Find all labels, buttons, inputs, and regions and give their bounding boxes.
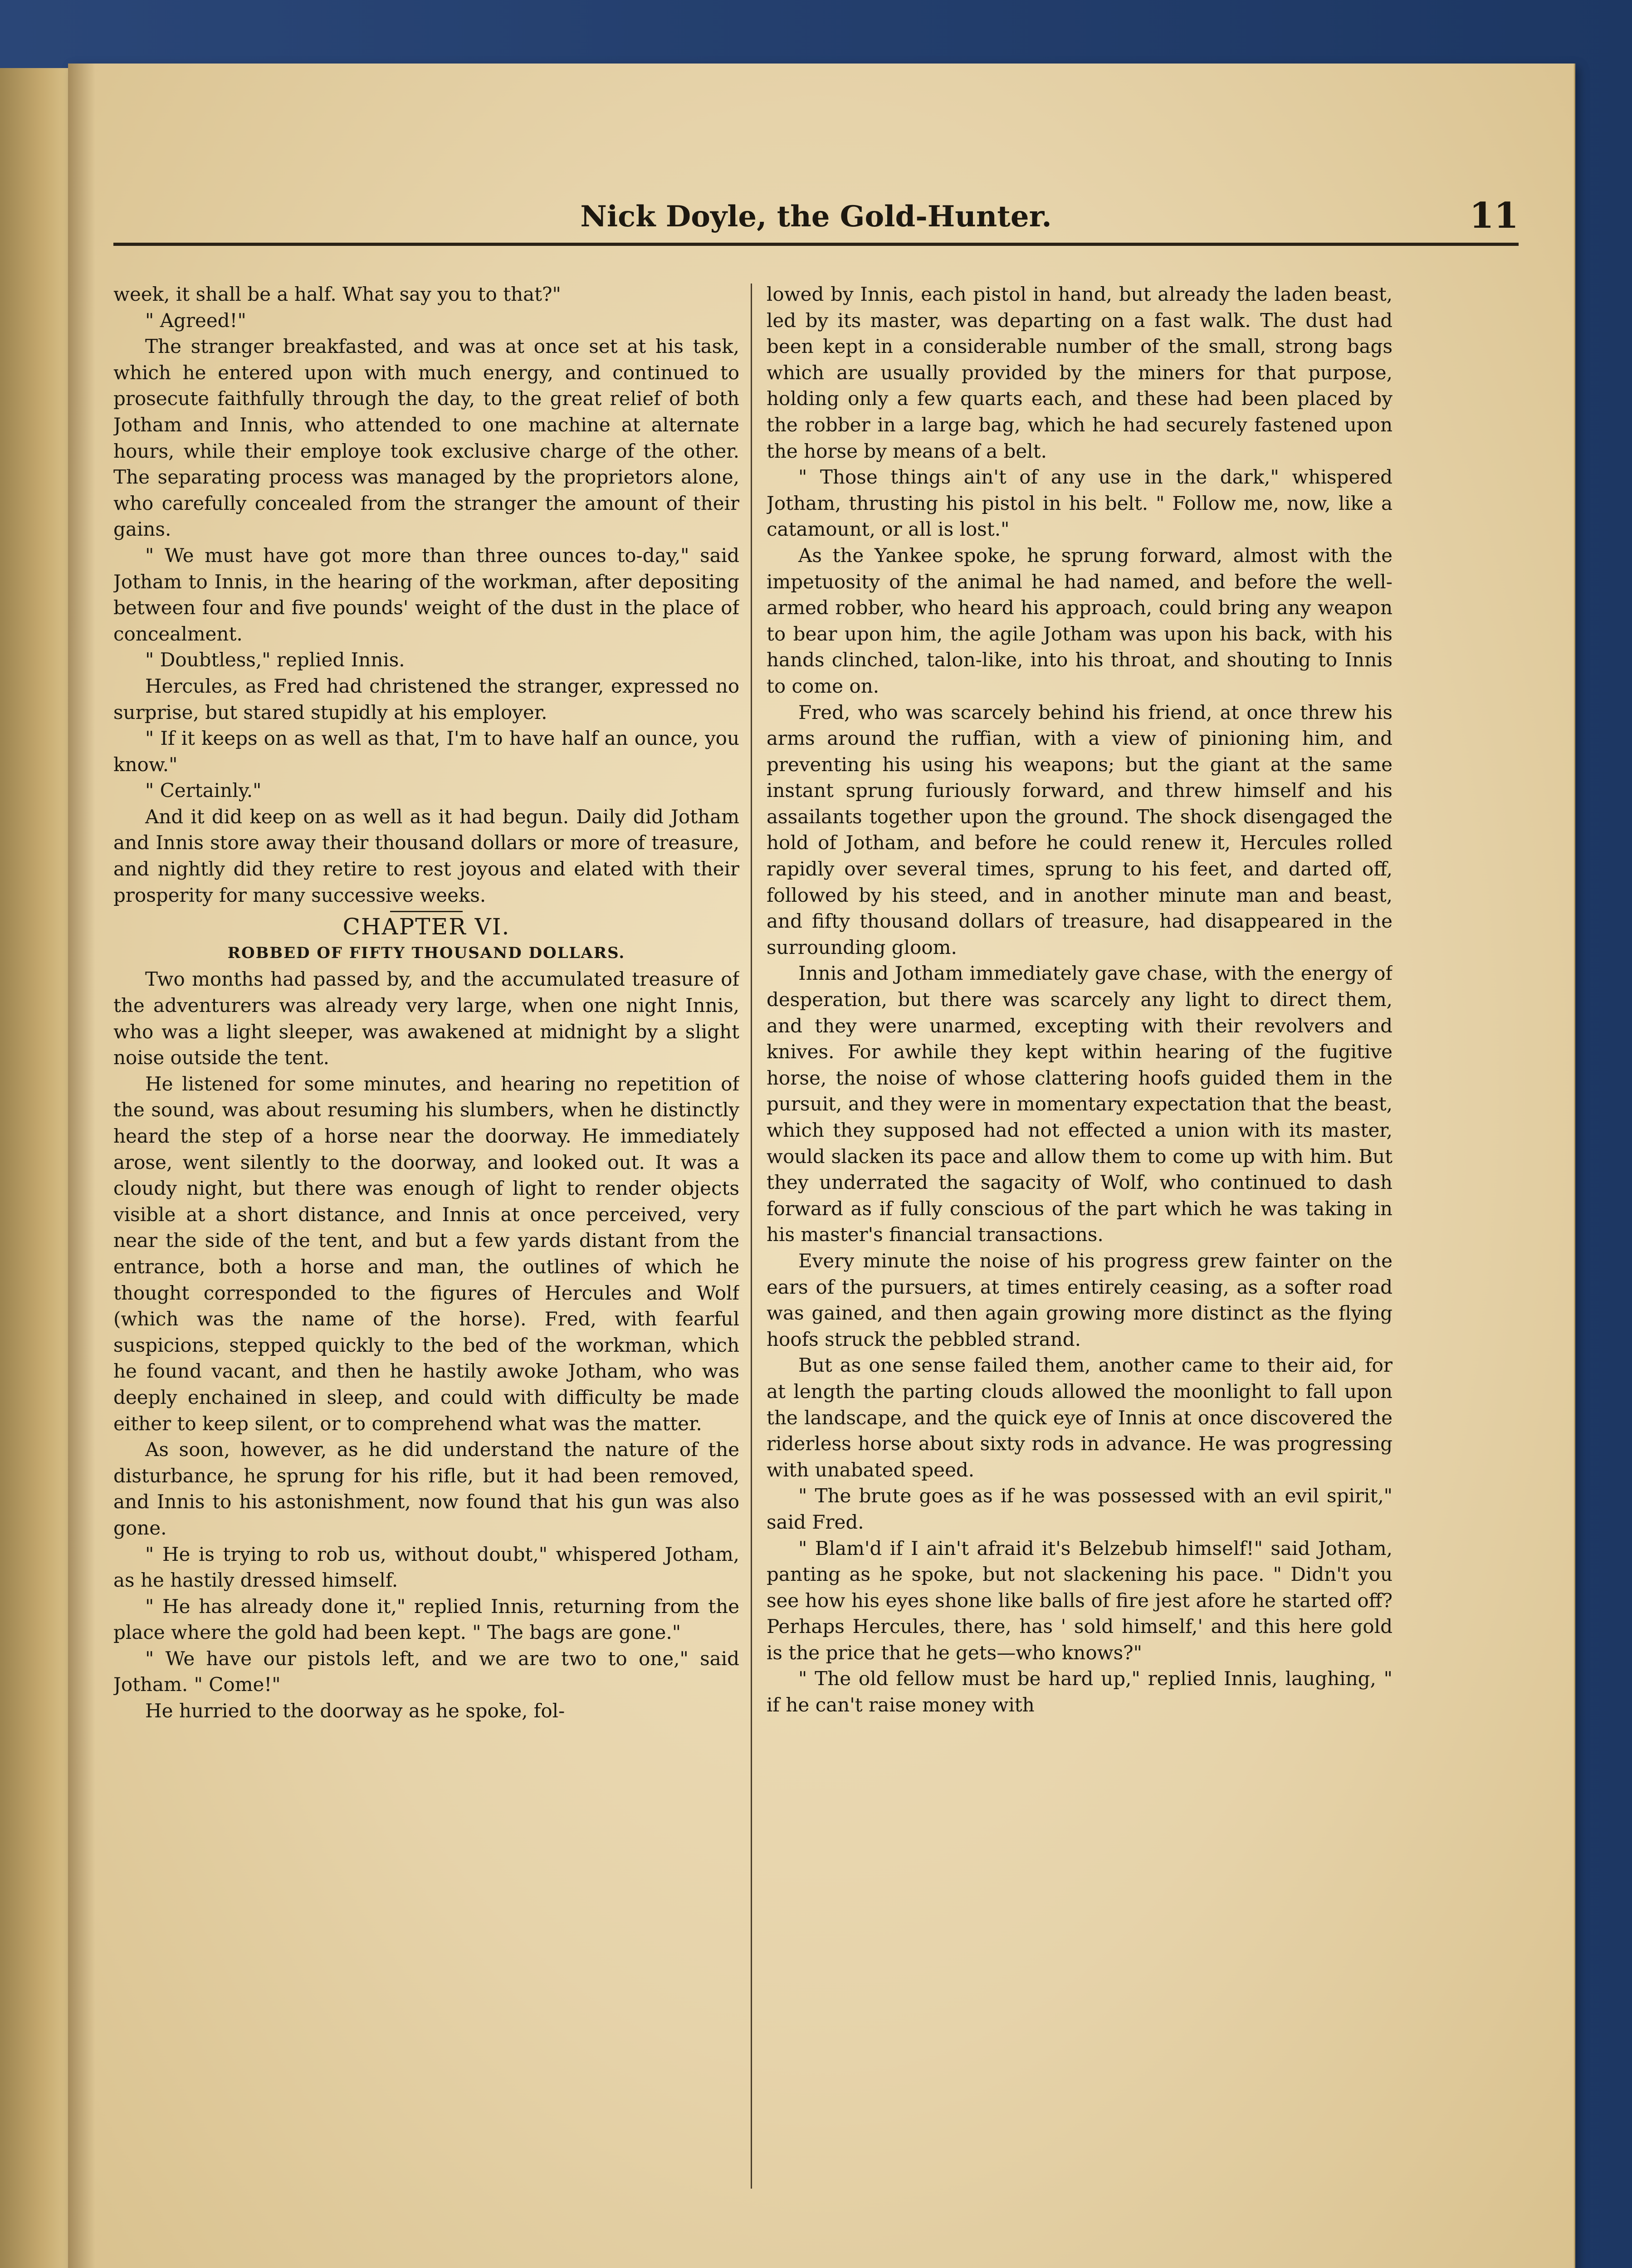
paragraph: lowed by Innis, each pistol in hand, but already the laden beast, led by its master, was departing on a fast walk. The dust had been kept in a considerable number of the small, strong bags which are usually provided by the miners for that purpose, holding only a few quarts each, and these had been placed by the robber in a large bag, which he had securely fastened upon the horse by means of a belt. [767, 283, 1393, 462]
paragraph: " The old fellow must be hard up," replied Innis, laughing, " if he can't raise money with [767, 1667, 1393, 1716]
paragraph: Innis and Jotham immediately gave chase, with the energy of desperation, but there was scarcely any light to direct them, and they were unarmed, excepting with their revolvers and knives. For awhile they kept within hearing of the fugitive horse, the noise of whose clattering hoofs guided them in the pursuit, and they were in momentary expectation that the beast, which they supposed had not effected a union with its master, would slacken its pace and allow them to come up with him. But they underrated the sagacity of Wolf, who continued to dash forward as if fully conscious of the part which he was taking in his master's financial transactions. [767, 962, 1393, 1246]
chapter-subtitle: ROBBED OF FIFTY THOUSAND DOLLARS. [227, 943, 625, 962]
page-number: 11 [1469, 195, 1519, 236]
page-header [113, 150, 1519, 254]
header-rule [113, 243, 1519, 246]
paragraph: " Certainly." [145, 779, 262, 802]
right-column [767, 281, 1393, 2191]
paragraph: The stranger breakfasted, and was at once set at his task, which he entered upon with much energy, and continued to prosecute faithfully through the day, to the great relief of both Jotham and Innis, who attended to one machine at alternate hours, while their employe took exclusive charge of the other. The separating process was managed by the proprietors alone, who carefully concealed from the stranger the amount of their gains. [113, 335, 739, 541]
column-divider [751, 284, 752, 2189]
paragraph: " The brute goes as if he was possessed with an evil spirit," said Fred. [767, 1485, 1393, 1533]
paragraph: And it did keep on as well as it had begun. Daily did Jotham and Innis store away their thousand dollars or more of treasure, and nightly did they retire to rest joyous and elated with their prosperity for many successive weeks. [113, 805, 739, 906]
running-title: Nick Doyle, the Gold-Hunter. [580, 200, 1052, 234]
paragraph: He listened for some minutes, and hearing no repetition of the sound, was about resuming his slumbers, when he distinctly heard the step of a horse near the doorway. He immediately arose, went silently to the doorway, and looked out. It was a cloudy night, but there was enough of light to render objects visible at a short distance, and Innis at once perceived, very near the side of the tent, and but a few yards distant from the entrance, both a horse and man, the outlines of which he thought corresponded to the figures of Hercules and Wolf (which was the name of the horse). Fred, with fearful suspicions, stepped quickly to the bed of the workman, which he found vacant, and then he hastily awoke Jotham, who was deeply enchained in sleep, and could with difficulty be made either to keep silent, or to comprehend what was the matter. [113, 1072, 739, 1435]
paragraph: " He has already done it," replied Innis, returning from the place where the gold had been kept. " The bags are gone." [113, 1595, 739, 1644]
paragraph: " If it keeps on as well as that, I'm to have half an ounce, you know." [113, 727, 739, 776]
previous-page-edge [0, 68, 70, 2268]
paragraph: " Doubtless," replied Innis. [145, 649, 405, 671]
paragraph: Hercules, as Fred had christened the stranger, expressed no surprise, but stared stupidly at his employer. [113, 675, 739, 723]
paragraph: As the Yankee spoke, he sprung forward, almost with the impetuosity of the animal he had named, and before the well-armed robber, who heard his approach, could bring any weapon to bear upon him, the agile Jotham was upon his back, with his hands clinched, talon-like, into his throat, and shouting to Innis to come on. [767, 544, 1393, 697]
paragraph: As soon, however, as he did understand the nature of the disturbance, he sprung for his rifle, but it had been removed, and Innis to his astonishment, now found that his gun was also gone. [113, 1438, 739, 1539]
paragraph: " Those things ain't of any use in the dark," whispered Jotham, thrusting his pistol in his belt. " Follow me, now, like a catamount, or all is lost." [767, 466, 1393, 541]
paragraph: Fred, who was scarcely behind his friend, at once threw his arms around the ruffian, with a view of pinioning him, and preventing his using his weapons; but the giant at the same instant sprung furiously forward, and threw himself and his assailants together upon the ground. The shock disengaged the hold of Jotham, and before he could renew it, Hercules rolled rapidly over several times, sprung to his feet, and darted off, followed by his steed, and in another minute man and beast, and fifty thousand dollars of treasure, had disappeared in the surrounding gloom. [767, 701, 1393, 958]
paragraph: " We must have got more than three ounces to-day," said Jotham to Innis, in the hearing of the workman, after depositing between four and five pounds' weight of the dust in the place of concealment. [113, 544, 739, 645]
paragraph: " Agreed!" [145, 309, 246, 332]
paragraph: " He is trying to rob us, without doubt," whispered Jotham, as he hastily dressed himself. [113, 1543, 739, 1592]
paragraph: Every minute the noise of his progress grew fainter on the ears of the pursuers, at times entirely ceasing, as a softer road was gained, and then again growing more distinct as the flying hoofs struck the pebbled strand. [767, 1249, 1393, 1350]
paragraph: He hurried to the doorway as he spoke, fol- [145, 1700, 565, 1722]
paragraph: But as one sense failed them, another came to their aid, for at length the parting clouds allowed the moonlight to fall upon the landscape, and the quick eye of Innis at once discovered the riderless horse about sixty rods in advance. He was progressing with unabated speed. [767, 1354, 1393, 1481]
left-column [113, 281, 739, 2191]
chapter-rule [390, 911, 463, 912]
page-spine-shadow [68, 64, 95, 2268]
paragraph: Two months had passed by, and the accumulated treasure of the adventurers was already very large, when one night Innis, who was a light sleeper, was awakened at midnight by a slight noise outside the tent. [113, 968, 739, 1069]
paragraph: week, it shall be a half. What say you to that?" [113, 283, 561, 305]
chapter-heading: CHAPTER VI. [342, 914, 510, 940]
paragraph: " We have our pistols left, and we are two to one," said Jotham. " Come!" [113, 1647, 739, 1696]
paragraph: " Blam'd if I ain't afraid it's Belzebub himself!" said Jotham, panting as he spoke, but not slackening his pace. " Didn't you see how his eyes shone like balls of fire jest afore he started off? Perhaps Hercules, there, has ' sold himself,' and this here gold is the price that he gets—who knows?" [767, 1537, 1393, 1664]
